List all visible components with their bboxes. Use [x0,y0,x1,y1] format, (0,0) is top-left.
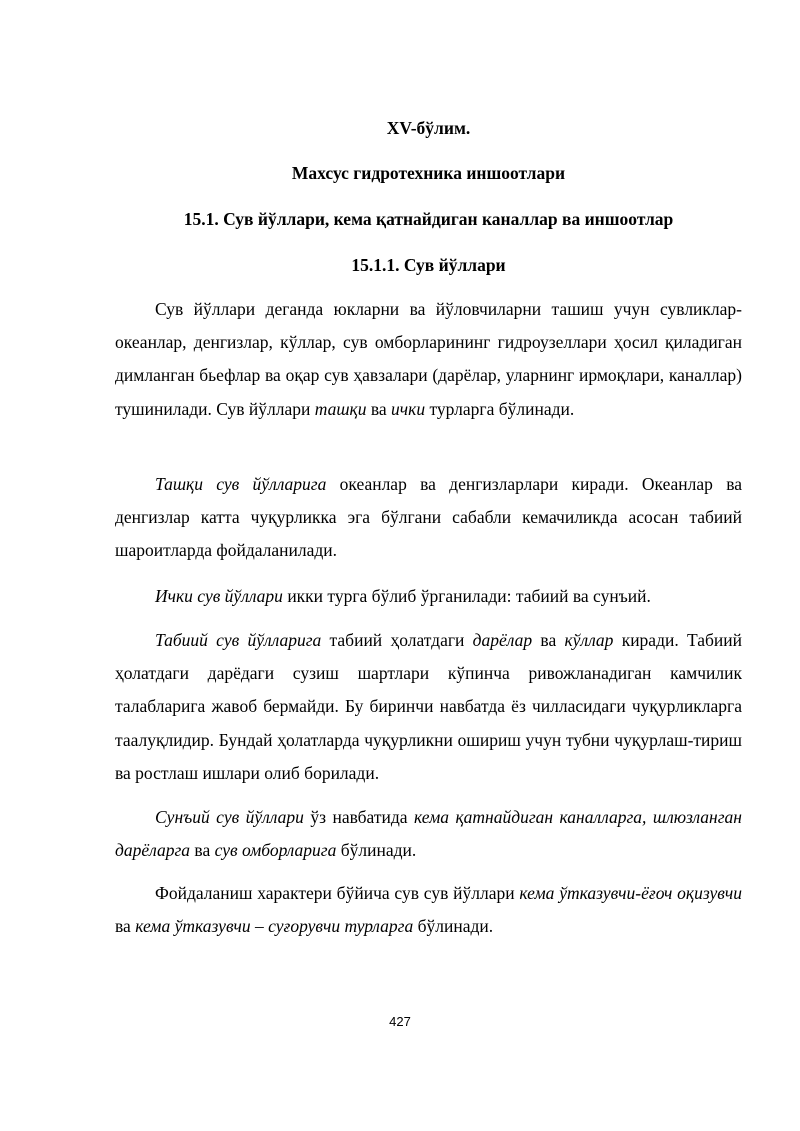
chapter-title: XV-бўлим. [386,118,471,138]
text-run: бўлинади. [413,916,494,937]
page-number: 427 [389,1014,411,1029]
italic-term: кема ўтказувчи-ёғоч оқизувчи [519,883,743,903]
subsection-title: 15.1.1. Сув йўллари [351,255,506,275]
italic-term: кема ўтказувчи – суғорувчи турларга [135,916,414,937]
italic-term: кема қатнайдиган каналларга, шлюзланган дарёларга [115,807,742,861]
paragraph-1 [115,293,742,426]
italic-term: кўллар [564,630,614,650]
text-run: Фойдаланиш характери бўйича сув сув йўллари [155,883,520,903]
italic-term: дарёлар [472,630,533,650]
paragraph-3 [115,580,742,613]
italic-term: Ташқи сув йўлларига [155,474,327,494]
italic-term: сув омборларига [214,840,337,861]
text-run: ва [366,398,392,419]
text-run: Сув йўллари деганда юкларни ва йўловчиларни ташиш учун сувликлар-океанлар, денгизлар, кўллар, сув омборларининг гидроузеллари ҳосил қиладиган димланган бьефлар ва оқар сув ҳавзалари (дарёлар, уларнинг ирмоқлари, каналлар) тушинилади. Сув йўллари [115,299,742,419]
text-run: ўз навбатида [303,807,415,827]
text-run: ва [115,916,136,937]
text-run: бўлинади. [336,840,417,861]
text-run: турларга бўлинади. [425,398,575,419]
italic-term: Табиий сув йўлларига [155,630,322,650]
paragraph-6 [115,877,742,943]
chapter-subtitle: Махсус гидротехника иншоотлари [291,163,566,183]
italic-term: Ички сув йўллари [155,586,283,606]
section-title: 15.1. Сув йўллари, кема қатнайдиган каналлар ва иншоотлар [183,209,674,229]
paragraph-2 [115,468,742,568]
paragraph-4 [115,624,742,790]
text-run: ва [190,840,215,861]
italic-term: ташқи [314,398,367,419]
text-run: киради. Табиий ҳолатдаги дарёдаги сузиш шартлари кўпинча ривожланадиган камчилик талабларига жавоб бермайди. Бу биринчи навбатда ёз чилласидаги чуқурликларга таалуқлидир. Бундай ҳолатларда чуқурликни ошириш учун тубни чуқурлаш-тириш ва ростлаш ишлари олиб борилади. [115,630,743,783]
text-run: икки турга бўлиб ўрганилади: табиий ва сунъий. [282,586,651,606]
text-run: ва [532,630,565,650]
italic-term: ички [391,398,426,419]
italic-term: Сунъий сув йўллари [155,807,304,827]
text-run: табиий ҳолатдаги [321,630,473,650]
paragraph-5 [115,801,742,867]
text-run: океанлар ва денгизларлари киради. Океанлар ва денгизлар катта чуқурликка эга бўлгани сабабли кемачиликда асосан табиий шароитларда фойдаланилади. [115,474,742,561]
